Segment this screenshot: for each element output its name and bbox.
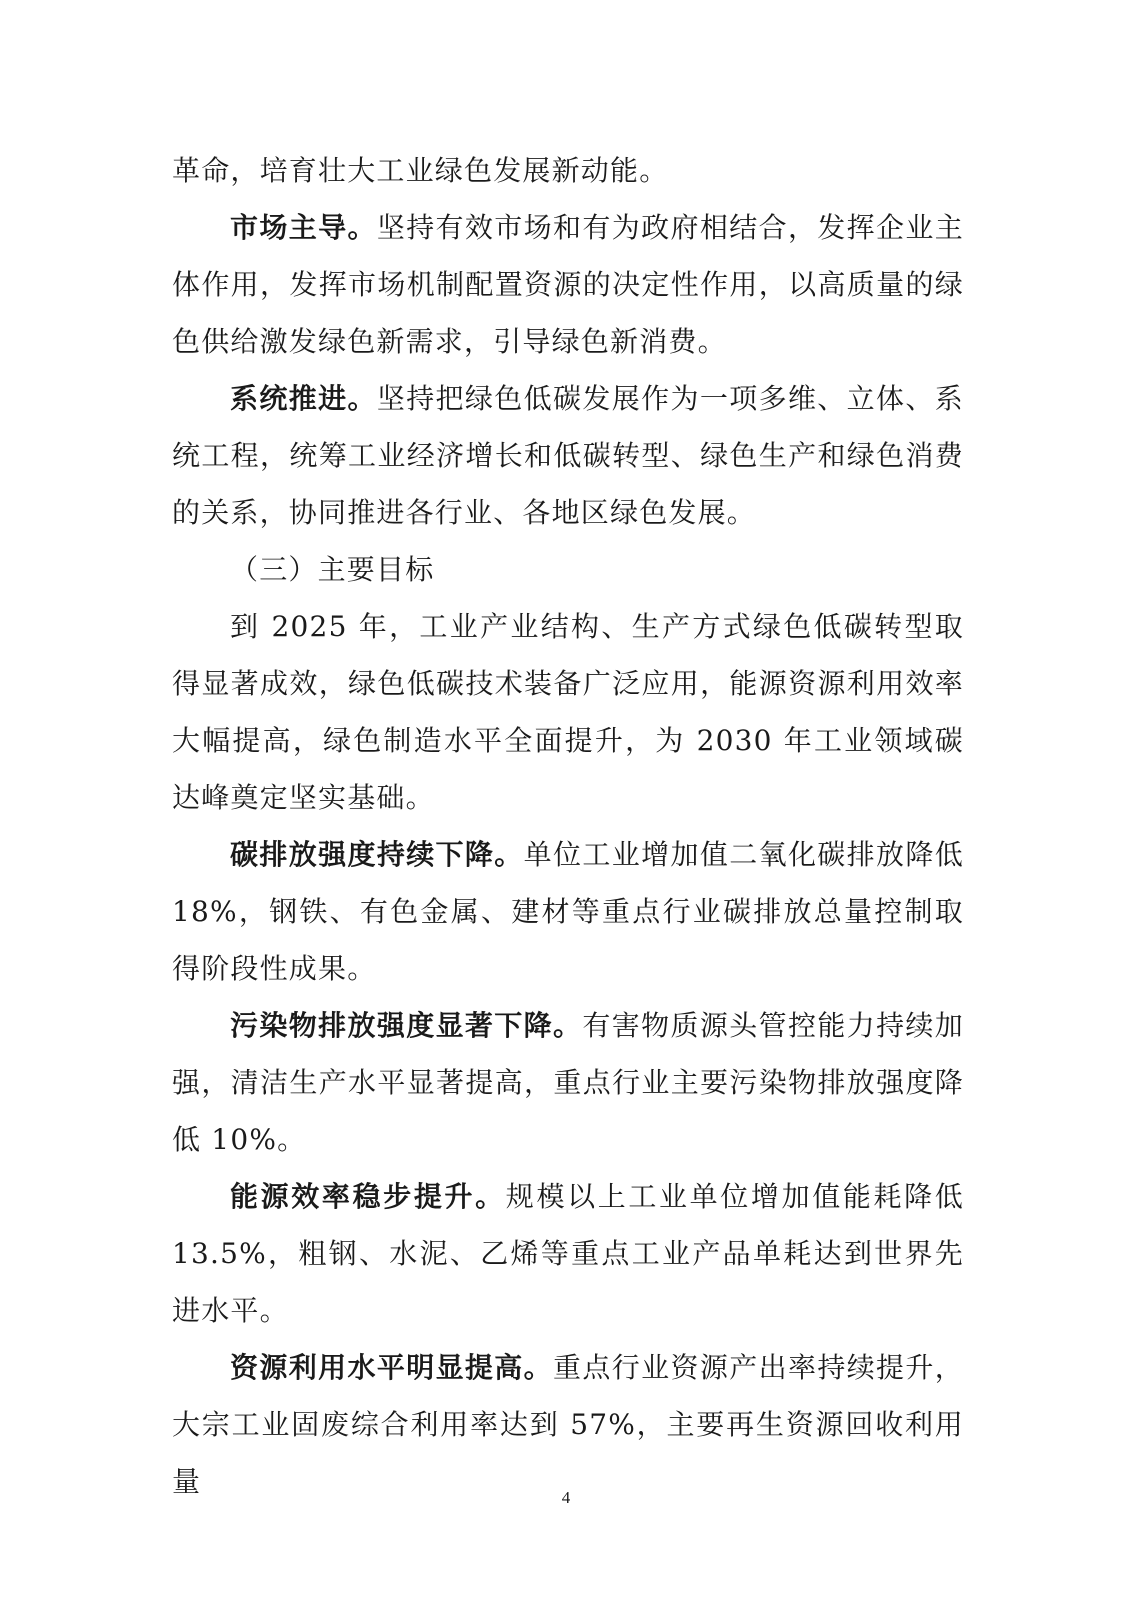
goal-lead: 资源利用水平明显提高。: [230, 1351, 554, 1384]
paragraph-text: 革命，培育壮大工业绿色发展新动能。: [172, 154, 669, 187]
goals-intro: 到 2025 年，工业产业结构、生产方式绿色低碳转型取得显著成效，绿色低碳技术装备广泛应用，能源资源利用效率大幅提高，绿色制造水平全面提升，为 2030 年工业领域碳达峰奠定坚实基础。: [172, 610, 964, 814]
goal-energy-efficiency: [172, 1168, 964, 1339]
goal-lead: 碳排放强度持续下降。: [230, 838, 524, 871]
paragraph-text: 坚持把绿色低碳发展作为一项多维、立体、系统工程，统筹工业经济增长和低碳转型、绿色生产和绿色消费的关系，协同推进各行业、各地区绿色发展。: [172, 382, 964, 529]
goal-lead: 污染物排放强度显著下降。: [230, 1009, 583, 1042]
page-number: 4: [561, 1488, 571, 1507]
goal-text: 规模以上工业单位增加值能耗降低 13.5%，粗钢、水泥、乙烯等重点工业产品单耗达到世界先进水平。: [172, 1180, 964, 1327]
paragraph-lead: 市场主导。: [230, 211, 377, 244]
document-body: [172, 142, 964, 1510]
goal-text: 单位工业增加值二氧化碳排放降低 18%，钢铁、有色金属、建材等重点行业碳排放总量控制取得阶段性成果。: [172, 838, 964, 985]
goal-pollutant-intensity: [172, 997, 964, 1168]
section-heading: （三）主要目标: [230, 553, 435, 586]
paragraph-continuation: [172, 142, 964, 199]
goal-resource-utilization: [172, 1339, 964, 1510]
paragraph-lead: 系统推进。: [230, 382, 377, 415]
paragraph-text: 坚持有效市场和有为政府相结合，发挥企业主体作用，发挥市场机制配置资源的决定性作用，以高质量的绿色供给激发绿色新需求，引导绿色新消费。: [172, 211, 964, 358]
goal-text: 有害物质源头管控能力持续加强，清洁生产水平显著提高，重点行业主要污染物排放强度降低 10%。: [172, 1009, 964, 1156]
goal-lead: 能源效率稳步提升。: [230, 1180, 506, 1213]
paragraph-systematic: [172, 370, 964, 541]
goal-text: 重点行业资源产出率持续提升，大宗工业固废综合利用率达到 57%，主要再生资源回收利用量: [172, 1351, 964, 1498]
paragraph-market-led: [172, 199, 964, 370]
goal-carbon-intensity: [172, 826, 964, 997]
